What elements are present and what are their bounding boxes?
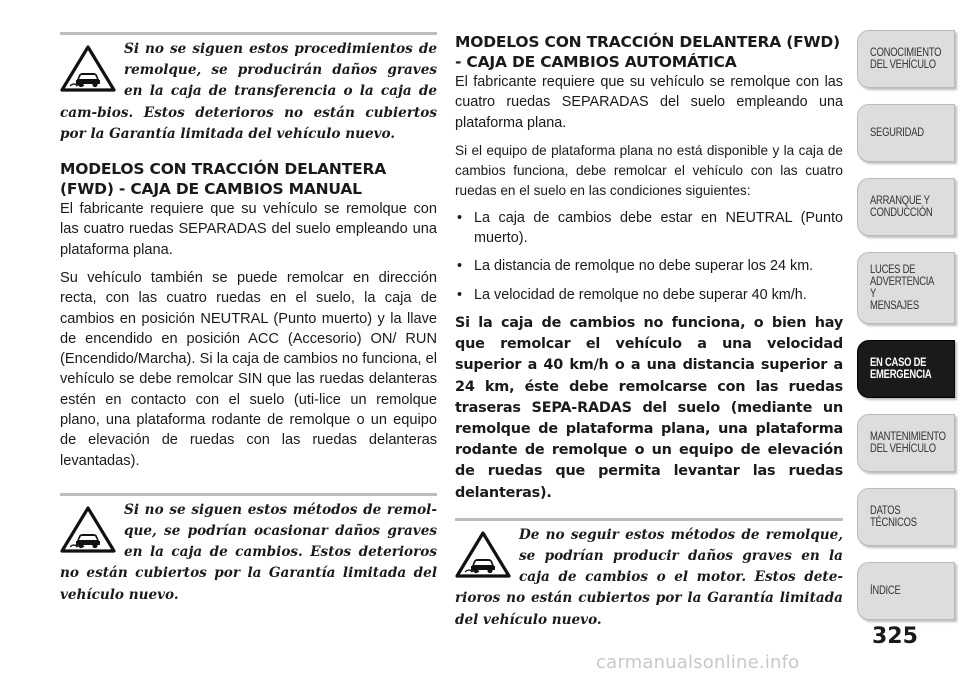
section-heading-manual: MODELOS CON TRACCIÓN DELANTERA (FWD) - CAJA DE CAMBIOS MANUAL [60, 160, 386, 199]
conditions-list [455, 208, 843, 305]
watermark: carmanualsonline.info [596, 652, 800, 673]
warning-car-icon [60, 505, 116, 553]
tab-emergencia[interactable] [857, 340, 955, 398]
tab-label: ARRANQUE Y CONDUCCIÓN [870, 195, 933, 219]
tab-label: LUCES DE ADVERTENCIA Y MENSAJES [870, 264, 934, 312]
paragraph: Si el equipo de plataforma plana no está disponible y la caja de cambios funciona, debe remolcar el vehículo con las cuatro ruedas en el suelo en las condiciones siguientes: [455, 142, 843, 199]
warning-box-transfer [60, 32, 437, 145]
warning-box-gearbox [60, 493, 437, 606]
tab-label: DATOS TÉCNICOS [870, 505, 917, 529]
warning-car-icon [60, 44, 116, 92]
list-item: • La velocidad de remolque no debe superar 40 km/h. [455, 285, 843, 305]
tab-label: SEGURIDAD [870, 127, 924, 139]
tab-label: EN CASO DE EMERGENCIA [870, 357, 932, 381]
warning-text: De no seguir estos métodos de remolque, se podrían producir daños graves en la caja de cambios o el motor. Estos dete-rioros no están cubiertos por la Garantía limitada del vehículo nuevo. [455, 526, 843, 628]
chapter-tabs [857, 30, 955, 636]
warning-box-automatic [455, 518, 843, 631]
tab-label: ÍNDICE [870, 585, 901, 597]
right-column [455, 32, 843, 631]
page-number: 325 [872, 624, 918, 649]
paragraph: Su vehículo también se puede remolcar en dirección recta, con las cuatro ruedas en el suelo, la caja de cambios en posición NEUTRAL (Punto muerto) y la llave de encendido en posición ACC (Accesorio) ON/ RUN (Encendido/Marcha). Si la caja de cambios no funciona, el vehículo se debe remolcar SIN que las ruedas delanteras estén en contacto con el suelo (uti-lice un remolque plano, una plataforma rodante de remolque o un equipo de elevación de ruedas con las ruedas delanteras levantadas). [60, 269, 437, 469]
tab-seguridad[interactable] [857, 104, 955, 162]
tab-mantenimiento[interactable] [857, 414, 955, 472]
list-item: • La caja de cambios debe estar en NEUTRAL (Punto muerto). [455, 208, 843, 249]
warning-car-icon [455, 530, 511, 578]
tab-indice[interactable] [857, 562, 955, 620]
tab-label: MANTENIMIENTO DEL VEHÍCULO [870, 431, 946, 455]
tab-datos[interactable] [857, 488, 955, 546]
paragraph: El fabricante requiere que su vehículo se remolque con las cuatro ruedas SEPARADAS del suelo empleando una plataforma plana. [455, 74, 843, 131]
section-heading-automatic: MODELOS CON TRACCIÓN DELANTERA (FWD) - CAJA DE CAMBIOS AUTOMÁTICA [455, 33, 840, 71]
bold-paragraph: Si la caja de cambios no funciona, o bien hay que remolcar el vehículo a una velocidad superior a 40 km/h o a una distancia superior a 24 km, éste debe remolcarse con las ruedas traseras SEPA-RADAS del suelo (mediante un remolque de plataforma plana, una plataforma rodante de remolque o un equipo de elevación de ruedas que permita levantar las ruedas delanteras). [455, 314, 843, 501]
tab-luces[interactable] [857, 252, 955, 324]
warning-text: Si no se siguen estos métodos de remol-que, se podrían ocasionar daños graves en la caja de cambios. Estos deterioros no están cubiertos por la Garantía limitada del vehículo nuevo. [60, 501, 437, 603]
warning-text: Si no se siguen estos procedimientos de remolque, se producirán daños graves en la caja de transferencia o la caja de cam-bios. Estos deterioros no están cubiertos por la Garantía limitada del vehículo nuevo. [60, 41, 437, 142]
tab-label: CONOCIMIENTO DEL VEHÍCULO [870, 47, 942, 71]
list-item: • La distancia de remolque no debe superar los 24 km. [455, 256, 843, 276]
left-column [60, 32, 437, 606]
paragraph: El fabricante requiere que su vehículo se remolque con las cuatro ruedas SEPARADAS del suelo empleando una plataforma plana. [60, 201, 437, 258]
tab-arranque[interactable] [857, 178, 955, 236]
tab-conocimiento[interactable] [857, 30, 955, 88]
